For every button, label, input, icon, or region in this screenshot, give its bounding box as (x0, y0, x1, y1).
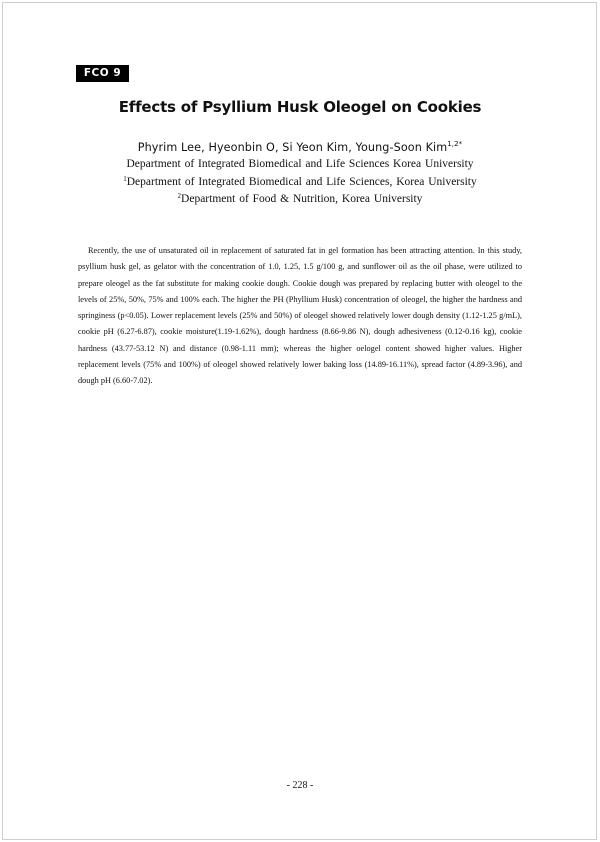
affiliation-2 (0, 193, 600, 205)
author-names: Phyrim Lee, Hyeonbin O, Si Yeon Kim, Young-Soon Kim (137, 141, 448, 154)
affiliation-mark: 1 (123, 175, 127, 183)
session-code-badge: FCO 9 (76, 65, 129, 82)
affiliation-1 (0, 176, 600, 188)
affiliation-mark: 2 (177, 192, 182, 200)
affiliation-text: Department of Integrated Biomedical and Life Sciences Korea University (126, 158, 474, 170)
paper-title: Effects of Psyllium Husk Oleogel on Cookies (118, 98, 482, 116)
author-marks: 1,2* (447, 140, 463, 148)
page-border (2, 2, 597, 840)
page-number: - 228 - (286, 780, 314, 791)
affiliation-text: Department of Food & Nutrition, Korea University (181, 193, 423, 205)
abstract-body: Recently, the use of unsaturated oil in replacement of saturated fat in gel formation has been attracting attention. In this study, psyllium husk gel, as gelator with the concentration of 1.0, 1.25, 1.5 g/100 g, and sunflower oil as the oil phase, were utilized to prepare oleogel as the fat substitute for making cookie dough. Cookie dough was prepared by replacing butter with oleogel to the levels of 25%, 50%, 75% and 100% each. The higher the PH (Phyllium Husk) concentration of oleogel, the higher the hardness and springiness (p<0.05). Lower replacement levels (25% and 50%) of oleogel showed relatively lower dough density (1.12-1.25 g/mL), cookie pH (6.27-6.87), cookie moisture(1.19-1.62%), dough hardness (8.66-9.86 N), dough adhesiveness (0.12-0.16 kg), cookie hardness (43.77-53.12 N) and distance (0.98-1.11 mm); whereas the higher oelogel content showed higher values. Higher replacement levels (75% and 100%) of oleogel showed relatively lower baking loss (14.89-16.11%), spread factor (4.89-3.96), and dough pH (6.60-7.02). (78, 246, 522, 386)
affiliation-text: Department of Integrated Biomedical and Life Sciences, Korea University (126, 176, 477, 188)
affiliation-0 (0, 158, 600, 170)
author-line (0, 141, 600, 154)
